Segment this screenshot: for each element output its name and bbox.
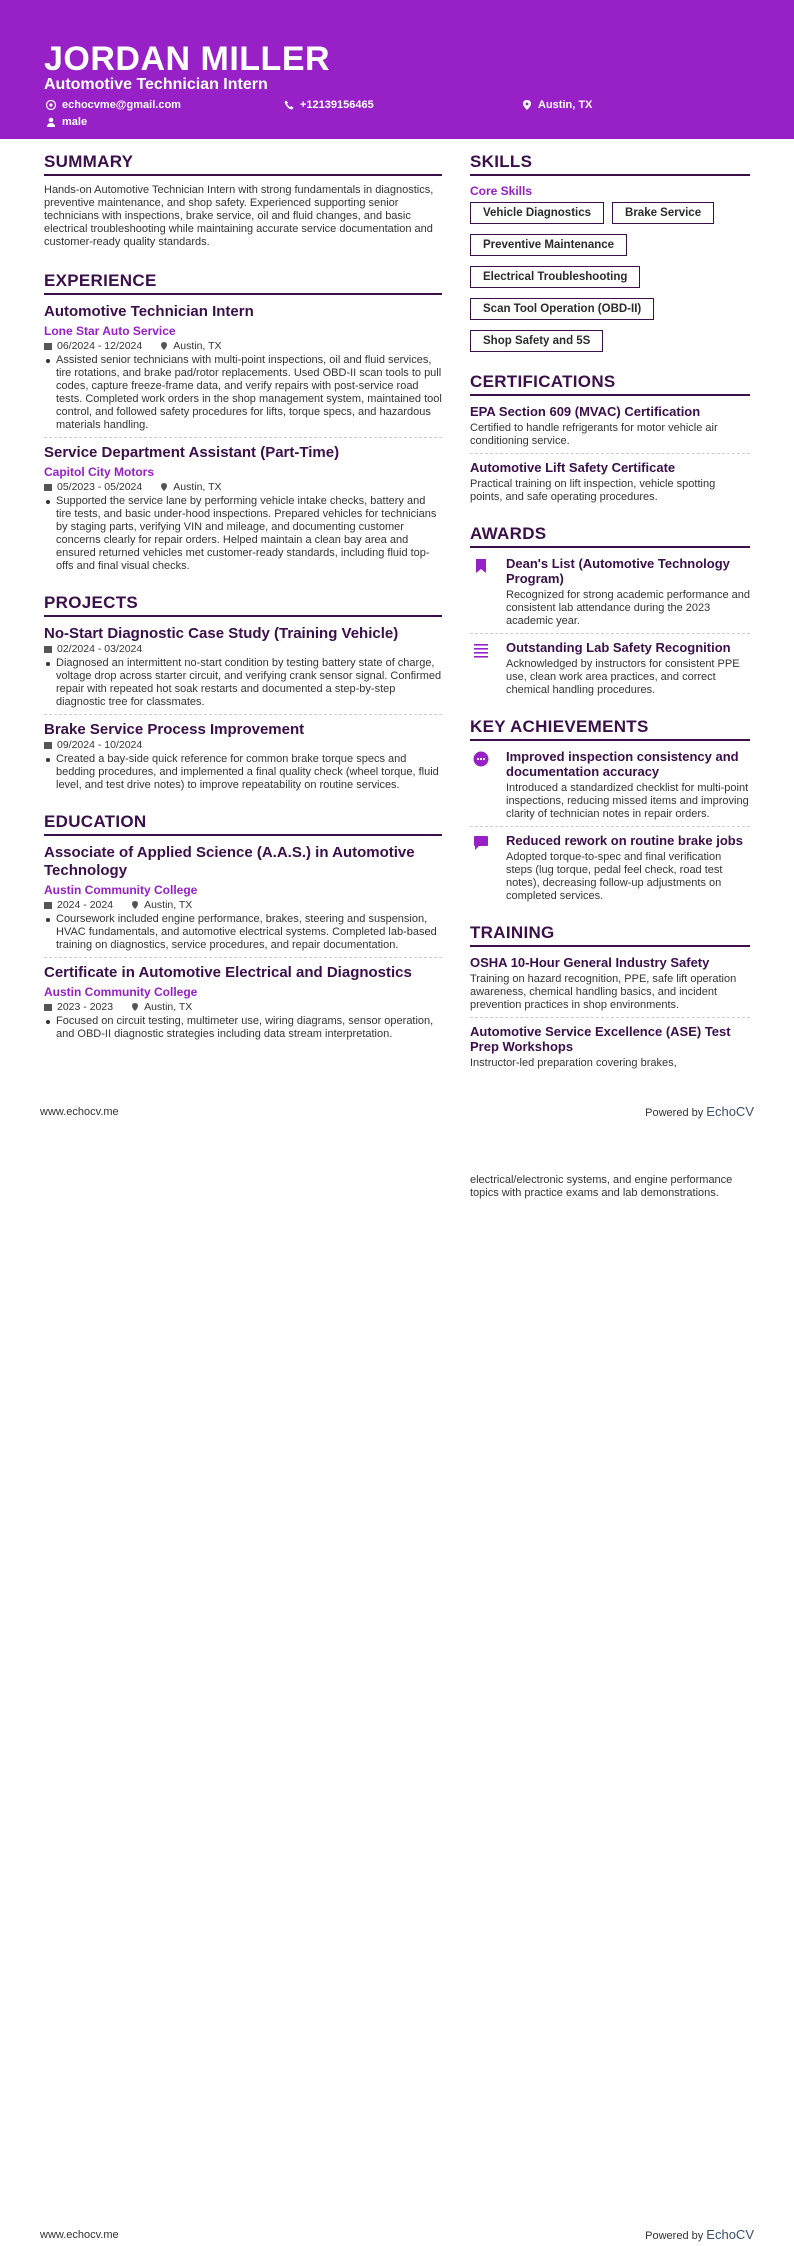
entry-location: Austin, TX (173, 340, 222, 352)
footer-site-link[interactable]: www.echocv.me (40, 1105, 119, 1118)
calendar-icon (44, 342, 52, 350)
entry-title: Automotive Technician Intern (44, 303, 254, 320)
entry-dates: 06/2024 - 12/2024 (57, 340, 143, 352)
entry-meta (44, 1001, 442, 1013)
section-title-experience: EXPERIENCE (44, 271, 442, 295)
entry-org: Austin Community College (44, 883, 198, 897)
phone-contact[interactable] (284, 99, 374, 111)
award-title: Outstanding Lab Safety Recognition (506, 640, 731, 655)
at-icon (46, 100, 56, 110)
footer-powered (645, 2227, 754, 2242)
calendar-icon (44, 483, 52, 491)
entry-dates: 09/2024 - 10/2024 (57, 739, 143, 751)
bookmark-icon (473, 558, 489, 574)
divider (44, 957, 442, 958)
training-entry (470, 1024, 750, 1070)
entry-org: Lone Star Auto Service (44, 324, 176, 338)
calendar-icon (44, 901, 52, 909)
calendar-icon (44, 741, 52, 749)
section-title-skills: SKILLS (470, 152, 750, 176)
skill-tag: Brake Service (612, 202, 714, 224)
achievement-desc: Introduced a standardized checklist for multi-point inspections, reducing missed items and improving clarity of technician notes in repair orders. (506, 782, 749, 820)
phone-text: +12139156465 (300, 99, 374, 111)
training-desc-continued: electrical/electronic systems, and engine performance topics with practice exams and lab demonstrations. (470, 1174, 733, 1199)
training-entry (470, 955, 750, 1012)
project-entry (44, 625, 442, 709)
skill-tag: Preventive Maintenance (470, 234, 627, 256)
section-title-projects: PROJECTS (44, 593, 442, 617)
education-section (44, 812, 442, 1041)
entry-dates: 2024 - 2024 (57, 899, 114, 911)
certification-desc: Practical training on lift inspection, vehicle spotting points, and safe operating procedures. (470, 478, 716, 503)
training-title: Automotive Service Excellence (ASE) Test Prep Workshops (470, 1024, 731, 1054)
page-footer (40, 1104, 754, 1119)
skills-heading: Core Skills (470, 184, 533, 198)
training-desc: Training on hazard recognition, PPE, safe lift operation awareness, chemical handling basics, and incident prevention practices in shop environments. (470, 973, 737, 1011)
location-text: Austin, TX (538, 99, 593, 111)
certification-title: EPA Section 609 (MVAC) Certification (470, 404, 701, 419)
map-pin-icon (131, 1003, 139, 1011)
divider (44, 714, 442, 715)
email-text: echocvme@gmail.com (62, 99, 181, 111)
entry-location: Austin, TX (173, 481, 222, 493)
award-entry (470, 556, 750, 628)
comment-icon (473, 835, 489, 851)
certification-desc: Certified to handle refrigerants for motor vehicle air conditioning service. (470, 422, 718, 447)
page-footer (40, 2227, 754, 2242)
skills-tags (470, 202, 750, 352)
achievement-entry (470, 749, 750, 821)
entry-bullet: Diagnosed an intermittent no-start condition by testing battery state of charge, voltage drop across starter circuit, and verifying crank sensor signal. Confirmed repair with repeated hot soak restarts and documented a step-by-step diagnostic tree for classmates. (44, 657, 442, 709)
right-column (470, 152, 750, 1090)
certification-title: Automotive Lift Safety Certificate (470, 460, 676, 475)
training-desc: Instructor-led preparation covering brakes, (470, 1057, 677, 1069)
divider (470, 633, 750, 634)
summary-section (44, 152, 442, 249)
projects-section (44, 593, 442, 792)
powered-label: Powered by (645, 1107, 704, 1119)
section-title-achievements: KEY ACHIEVEMENTS (470, 717, 750, 741)
entry-dates: 2023 - 2023 (57, 1001, 114, 1013)
skill-tag: Shop Safety and 5S (470, 330, 603, 352)
entry-dates: 02/2024 - 03/2024 (57, 643, 143, 655)
section-title-training: TRAINING (470, 923, 750, 947)
training-title: OSHA 10-Hour General Industry Safety (470, 955, 710, 970)
skills-section (470, 152, 750, 352)
summary-text: Hands-on Automotive Technician Intern with strong fundamentals in diagnostics, preventive maintenance, and shop safety. Experienced supporting senior technicians with inspections, brake service, oil and fluid changes, and basic electrical troubleshooting while maintaining accurate service documentation and customer-ready quality standards. (44, 184, 434, 248)
phone-icon (284, 100, 294, 110)
footer-powered (645, 1104, 754, 1119)
project-entry (44, 721, 442, 792)
map-pin-icon (160, 342, 168, 350)
achievement-title: Reduced rework on routine brake jobs (506, 833, 743, 848)
entry-org: Austin Community College (44, 985, 198, 999)
award-title: Dean's List (Automotive Technology Program) (506, 556, 730, 586)
section-title-certifications: CERTIFICATIONS (470, 372, 750, 396)
entry-bullet: Supported the service lane by performing vehicle intake checks, battery and tire tests, and basic under-hood inspections. Prepared vehicles for technicians by staging parts, verifying VIN and mileage, and documenting customer concerns clearly for repair orders. Helped maintain a clean bay area and ensured returned vehicles met customer-ready standards, including fluid top-offs and final visual checks. (44, 495, 442, 573)
map-pin-icon (522, 100, 532, 110)
entry-bullet: Created a bay-side quick reference for common brake torque specs and bedding procedures, and implemented a final quality check (wheel torque, fluid level, and test drive notes) to improve repeatability on routine services. (44, 753, 442, 792)
divider (470, 826, 750, 827)
entry-location: Austin, TX (144, 1001, 193, 1013)
education-entry (44, 844, 442, 952)
section-title-summary: SUMMARY (44, 152, 442, 176)
entry-meta (44, 481, 442, 493)
map-pin-icon (131, 901, 139, 909)
skill-tag: Electrical Troubleshooting (470, 266, 640, 288)
education-entry (44, 964, 442, 1041)
experience-section (44, 271, 442, 573)
entry-title: Associate of Applied Science (A.A.S.) in Automotive Technology (44, 844, 415, 879)
entry-title: Certificate in Automotive Electrical and Diagnostics (44, 964, 412, 981)
experience-entry (44, 303, 442, 432)
gender-text: male (62, 116, 88, 128)
certifications-section (470, 372, 750, 504)
footer-site-link[interactable]: www.echocv.me (40, 2228, 119, 2241)
email-contact[interactable] (46, 99, 181, 111)
powered-label: Powered by (645, 2230, 704, 2242)
skill-tag: Vehicle Diagnostics (470, 202, 604, 224)
achievement-entry (470, 833, 750, 903)
entry-bullet: Focused on circuit testing, multimeter use, wiring diagrams, sensor operation, and OBD-II diagnostic strategies including data stream interpretation. (44, 1015, 442, 1041)
entry-meta (44, 739, 442, 751)
left-column (44, 152, 442, 1061)
user-icon (46, 117, 56, 127)
entry-bullet: Assisted senior technicians with multi-point inspections, oil and fluid services, tire rotations, and brake pad/rotor replacements. Used OBD-II scan tools to pull codes, capture freeze-frame data, and verify repairs with post-service road tests. Completed work orders in the shop management system, maintained tool control, and followed safety procedures for lifts, torque specs, and hazardous materials handling. (44, 354, 442, 432)
calendar-icon (44, 1003, 52, 1011)
gender-contact (46, 116, 87, 128)
divider (470, 453, 750, 454)
skill-tag: Scan Tool Operation (OBD-II) (470, 298, 654, 320)
achievement-desc: Adopted torque-to-spec and final verification steps (lug torque, pedal feel check, road test notes), decreasing follow-up adjustments on completed services. (506, 851, 723, 902)
certification-entry (470, 460, 750, 504)
brand-logo: EchoCV (706, 1104, 754, 1119)
certification-entry (470, 404, 750, 448)
award-desc: Acknowledged by instructors for consistent PPE use, clean work area practices, and correct chemical handling procedures. (506, 658, 740, 696)
entry-title: Brake Service Process Improvement (44, 721, 305, 738)
divider (470, 1017, 750, 1018)
brand-logo: EchoCV (706, 2227, 754, 2242)
chat-dots-icon (473, 751, 489, 767)
entry-meta (44, 899, 442, 911)
map-pin-icon (160, 483, 168, 491)
candidate-name: JORDAN MILLER (44, 40, 331, 78)
entry-bullet: Coursework included engine performance, brakes, steering and suspension, HVAC fundamentals, and automotive electrical systems. Completed lab-based training on diagnostics, service procedures, and repair documentation. (44, 913, 442, 952)
calendar-icon (44, 645, 52, 653)
entry-location: Austin, TX (144, 899, 193, 911)
entry-meta (44, 340, 442, 352)
location-contact (522, 99, 592, 111)
experience-entry (44, 444, 442, 573)
awards-section (470, 524, 750, 697)
candidate-role: Automotive Technician Intern (44, 76, 268, 93)
award-entry (470, 640, 750, 697)
award-desc: Recognized for strong academic performance and consistent lab attendance during the 2023 academic year. (506, 589, 750, 627)
entry-title: Service Department Assistant (Part-Time) (44, 444, 340, 461)
section-title-awards: AWARDS (470, 524, 750, 548)
list-icon (473, 642, 489, 658)
achievement-title: Improved inspection consistency and documentation accuracy (506, 749, 739, 779)
entry-org: Capitol City Motors (44, 465, 154, 479)
entry-title: No-Start Diagnostic Case Study (Training Vehicle) (44, 625, 399, 642)
divider (44, 437, 442, 438)
entry-dates: 05/2023 - 05/2024 (57, 481, 143, 493)
training-section (470, 923, 750, 1070)
achievements-section (470, 717, 750, 903)
resume-header (0, 0, 794, 139)
entry-meta (44, 643, 442, 655)
section-title-education: EDUCATION (44, 812, 442, 836)
